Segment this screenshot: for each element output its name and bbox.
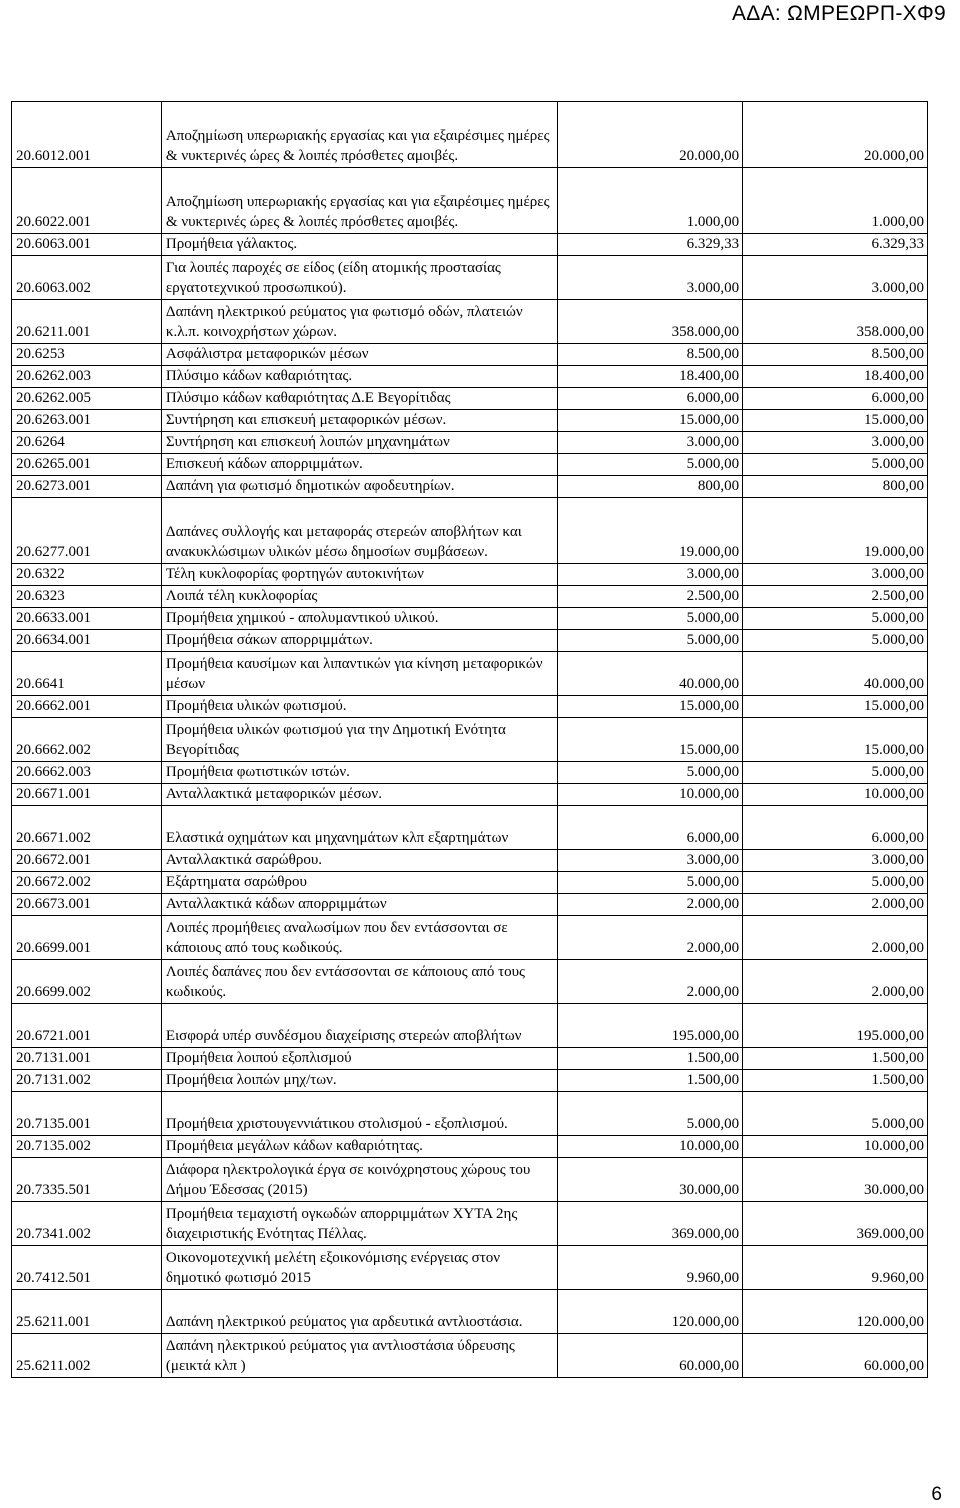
table-row xyxy=(12,256,928,300)
row-description: Προμήθεια γάλακτος. xyxy=(161,234,557,256)
row-description: Προμήθεια λοιπών μηχ/των. xyxy=(161,1070,557,1092)
row-code: 20.6633.001 xyxy=(12,608,162,630)
row-description: Προμήθεια χριστουγεννιάτικου στολισμού - εξοπλισμού. xyxy=(161,1092,557,1136)
row-code: 20.6671.002 xyxy=(12,806,162,850)
row-amount-1: 3.000,00 xyxy=(558,564,743,586)
row-amount-1: 5.000,00 xyxy=(558,872,743,894)
row-description: Προμήθεια χημικού - απολυμαντικού υλικού. xyxy=(161,608,557,630)
row-amount-2: 2.500,00 xyxy=(743,586,928,608)
row-amount-1: 369.000,00 xyxy=(558,1202,743,1246)
row-amount-2: 5.000,00 xyxy=(743,1092,928,1136)
row-amount-1: 18.400,00 xyxy=(558,366,743,388)
row-description: Εισφορά υπέρ συνδέσμου διαχείρισης στερεών αποβλήτων xyxy=(161,1004,557,1048)
page-number: 6 xyxy=(931,1484,942,1505)
row-code: 20.6322 xyxy=(12,564,162,586)
row-amount-1: 1.500,00 xyxy=(558,1048,743,1070)
row-amount-1: 5.000,00 xyxy=(558,454,743,476)
row-amount-1: 2.500,00 xyxy=(558,586,743,608)
row-amount-2: 120.000,00 xyxy=(743,1290,928,1334)
row-amount-2: 3.000,00 xyxy=(743,432,928,454)
row-description: Λοιπές προμήθειες αναλωσίμων που δεν εντάσσονται σε κάποιους από τους κωδικούς. xyxy=(161,916,557,960)
row-amount-1: 6.000,00 xyxy=(558,806,743,850)
row-amount-2: 5.000,00 xyxy=(743,454,928,476)
row-description: Πλύσιμο κάδων καθαριότητας Δ.Ε Βεγορίτιδας xyxy=(161,388,557,410)
row-amount-2: 5.000,00 xyxy=(743,608,928,630)
row-amount-1: 15.000,00 xyxy=(558,410,743,432)
table-row xyxy=(12,1202,928,1246)
table-row xyxy=(12,1246,928,1290)
row-amount-2: 5.000,00 xyxy=(743,762,928,784)
row-amount-1: 5.000,00 xyxy=(558,1092,743,1136)
row-code: 20.6253 xyxy=(12,344,162,366)
table-row xyxy=(12,630,928,652)
row-amount-1: 15.000,00 xyxy=(558,696,743,718)
row-description: Δαπάνη ηλεκτρικού ρεύματος για αντλιοστάσια ύδρευσης (μεικτά κλπ ) xyxy=(161,1334,557,1378)
row-amount-1: 1.500,00 xyxy=(558,1070,743,1092)
row-code: 20.6671.001 xyxy=(12,784,162,806)
row-amount-2: 5.000,00 xyxy=(743,872,928,894)
row-amount-1: 3.000,00 xyxy=(558,432,743,454)
row-amount-1: 3.000,00 xyxy=(558,256,743,300)
row-code: 20.7131.001 xyxy=(12,1048,162,1070)
row-amount-2: 3.000,00 xyxy=(743,850,928,872)
row-description: Προμήθεια υλικών φωτισμού. xyxy=(161,696,557,718)
row-amount-1: 3.000,00 xyxy=(558,850,743,872)
table-row xyxy=(12,696,928,718)
row-amount-1: 195.000,00 xyxy=(558,1004,743,1048)
row-amount-2: 9.960,00 xyxy=(743,1246,928,1290)
table-row xyxy=(12,388,928,410)
row-code: 20.7341.002 xyxy=(12,1202,162,1246)
table-row xyxy=(12,608,928,630)
row-description: Ανταλλακτικά σαρώθρου. xyxy=(161,850,557,872)
row-code: 20.6262.005 xyxy=(12,388,162,410)
row-code: 20.6264 xyxy=(12,432,162,454)
table-row xyxy=(12,366,928,388)
row-amount-2: 18.400,00 xyxy=(743,366,928,388)
row-code: 20.6265.001 xyxy=(12,454,162,476)
row-code: 20.6721.001 xyxy=(12,1004,162,1048)
row-description: Δαπάνη ηλεκτρικού ρεύματος για αρδευτικά αντλιοστάσια. xyxy=(161,1290,557,1334)
row-code: 20.6063.002 xyxy=(12,256,162,300)
row-description: Για λοιπές παροχές σε είδος (είδη ατομικής προστασίας εργατοτεχνικού προσωπικού). xyxy=(161,256,557,300)
row-amount-2: 10.000,00 xyxy=(743,784,928,806)
row-amount-1: 9.960,00 xyxy=(558,1246,743,1290)
table-row xyxy=(12,476,928,498)
table-row xyxy=(12,850,928,872)
row-description: Προμήθεια υλικών φωτισμού για την Δημοτική Ενότητα Βεγορίτιδας xyxy=(161,718,557,762)
row-amount-2: 2.000,00 xyxy=(743,960,928,1004)
row-code: 20.6662.001 xyxy=(12,696,162,718)
table-row xyxy=(12,1048,928,1070)
row-code: 20.6277.001 xyxy=(12,498,162,564)
table-row xyxy=(12,1158,928,1202)
row-amount-2: 1.500,00 xyxy=(743,1070,928,1092)
table-row xyxy=(12,1070,928,1092)
row-description: Ανταλλακτικά μεταφορικών μέσων. xyxy=(161,784,557,806)
table-row xyxy=(12,960,928,1004)
row-amount-1: 60.000,00 xyxy=(558,1334,743,1378)
row-code: 20.6063.001 xyxy=(12,234,162,256)
row-amount-1: 30.000,00 xyxy=(558,1158,743,1202)
row-amount-1: 2.000,00 xyxy=(558,894,743,916)
row-code: 20.7135.002 xyxy=(12,1136,162,1158)
row-amount-2: 15.000,00 xyxy=(743,696,928,718)
row-code: 20.6263.001 xyxy=(12,410,162,432)
row-code: 20.6012.001 xyxy=(12,102,162,168)
table-row xyxy=(12,234,928,256)
row-amount-2: 800,00 xyxy=(743,476,928,498)
row-code: 20.6211.001 xyxy=(12,300,162,344)
row-amount-1: 5.000,00 xyxy=(558,630,743,652)
row-code: 20.6262.003 xyxy=(12,366,162,388)
row-description: Προμήθεια καυσίμων και λιπαντικών για κίνηση μεταφορικών μέσων xyxy=(161,652,557,696)
row-code: 20.6323 xyxy=(12,586,162,608)
row-amount-2: 6.329,33 xyxy=(743,234,928,256)
row-amount-2: 15.000,00 xyxy=(743,410,928,432)
row-description: Λοιπά τέλη κυκλοφορίας xyxy=(161,586,557,608)
row-amount-2: 20.000,00 xyxy=(743,102,928,168)
row-amount-2: 30.000,00 xyxy=(743,1158,928,1202)
budget-table xyxy=(11,101,928,1378)
row-description: Αποζημίωση υπερωριακής εργασίας και για εξαιρέσιμες ημέρες & νυκτερινές ώρες & λοιπές πρόσθετες αμοιβές. xyxy=(161,168,557,234)
row-description: Συντήρηση και επισκευή μεταφορικών μέσων. xyxy=(161,410,557,432)
row-amount-2: 19.000,00 xyxy=(743,498,928,564)
row-code: 25.6211.002 xyxy=(12,1334,162,1378)
table-row xyxy=(12,1334,928,1378)
row-amount-2: 5.000,00 xyxy=(743,630,928,652)
row-amount-2: 40.000,00 xyxy=(743,652,928,696)
row-description: Συντήρηση και επισκευή λοιπών μηχανημάτων xyxy=(161,432,557,454)
row-amount-2: 1.500,00 xyxy=(743,1048,928,1070)
row-amount-2: 6.000,00 xyxy=(743,388,928,410)
row-code: 20.6662.003 xyxy=(12,762,162,784)
table-row xyxy=(12,872,928,894)
row-description: Δαπάνη για φωτισμό δημοτικών αφοδευτηρίων. xyxy=(161,476,557,498)
row-amount-2: 369.000,00 xyxy=(743,1202,928,1246)
row-description: Λοιπές δαπάνες που δεν εντάσσονται σε κάποιους από τους κωδικούς. xyxy=(161,960,557,1004)
row-code: 20.6673.001 xyxy=(12,894,162,916)
row-code: 20.7131.002 xyxy=(12,1070,162,1092)
row-code: 25.6211.001 xyxy=(12,1290,162,1334)
row-code: 20.7135.001 xyxy=(12,1092,162,1136)
table-row xyxy=(12,784,928,806)
row-code: 20.6699.002 xyxy=(12,960,162,1004)
row-amount-1: 15.000,00 xyxy=(558,718,743,762)
table-row xyxy=(12,1290,928,1334)
table-row xyxy=(12,344,928,366)
row-description: Ελαστικά οχημάτων και μηχανημάτων κλπ εξαρτημάτων xyxy=(161,806,557,850)
row-description: Εξάρτηματα σαρώθρου xyxy=(161,872,557,894)
table-row xyxy=(12,410,928,432)
row-description: Αποζημίωση υπερωριακής εργασίας και για εξαιρέσιμες ημέρες & νυκτερινές ώρες & λοιπές πρόσθετες αμοιβές. xyxy=(161,102,557,168)
row-description: Τέλη κυκλοφορίας φορτηγών αυτοκινήτων xyxy=(161,564,557,586)
budget-table-body xyxy=(12,102,928,1378)
row-code: 20.6634.001 xyxy=(12,630,162,652)
row-description: Προμήθεια τεμαχιστή ογκωδών απορριμμάτων ΧΥΤΑ 2ης διαχειριστικής Ενότητας Πέλλας. xyxy=(161,1202,557,1246)
row-amount-2: 195.000,00 xyxy=(743,1004,928,1048)
row-amount-2: 2.000,00 xyxy=(743,894,928,916)
row-amount-1: 1.000,00 xyxy=(558,168,743,234)
table-row xyxy=(12,300,928,344)
row-code: 20.6662.002 xyxy=(12,718,162,762)
row-description: Δαπάνες συλλογής και μεταφοράς στερεών αποβλήτων και ανακυκλώσιμων υλικών μέσω δημοσίων συμβάσεων. xyxy=(161,498,557,564)
row-code: 20.6699.001 xyxy=(12,916,162,960)
row-amount-2: 2.000,00 xyxy=(743,916,928,960)
row-amount-1: 5.000,00 xyxy=(558,608,743,630)
row-code: 20.6672.001 xyxy=(12,850,162,872)
table-row xyxy=(12,1092,928,1136)
table-row xyxy=(12,454,928,476)
table-row xyxy=(12,102,928,168)
row-amount-1: 20.000,00 xyxy=(558,102,743,168)
table-row xyxy=(12,718,928,762)
table-row xyxy=(12,432,928,454)
row-amount-1: 2.000,00 xyxy=(558,960,743,1004)
row-description: Προμήθεια σάκων απορριμμάτων. xyxy=(161,630,557,652)
row-description: Προμήθεια λοιπού εξοπλισμού xyxy=(161,1048,557,1070)
row-amount-2: 3.000,00 xyxy=(743,564,928,586)
row-amount-1: 6.000,00 xyxy=(558,388,743,410)
row-code: 20.6022.001 xyxy=(12,168,162,234)
table-row xyxy=(12,652,928,696)
row-description: Επισκευή κάδων απορριμμάτων. xyxy=(161,454,557,476)
table-row xyxy=(12,894,928,916)
table-row xyxy=(12,916,928,960)
row-amount-1: 19.000,00 xyxy=(558,498,743,564)
row-code: 20.7335.501 xyxy=(12,1158,162,1202)
row-description: Προμήθεια φωτιστικών ιστών. xyxy=(161,762,557,784)
ada-code: ΑΔΑ: ΩΜΡΕΩΡΠ-ΧΦ9 xyxy=(731,2,946,25)
row-description: Ανταλλακτικά κάδων απορριμμάτων xyxy=(161,894,557,916)
row-amount-2: 60.000,00 xyxy=(743,1334,928,1378)
row-description: Πλύσιμο κάδων καθαριότητας. xyxy=(161,366,557,388)
table-row xyxy=(12,586,928,608)
row-amount-2: 15.000,00 xyxy=(743,718,928,762)
row-amount-1: 8.500,00 xyxy=(558,344,743,366)
row-amount-2: 358.000,00 xyxy=(743,300,928,344)
row-amount-2: 1.000,00 xyxy=(743,168,928,234)
row-code: 20.6672.002 xyxy=(12,872,162,894)
row-amount-2: 10.000,00 xyxy=(743,1136,928,1158)
row-description: Διάφορα ηλεκτρολογικά έργα σε κοινόχρηστους χώρους του Δήμου Έδεσσας (2015) xyxy=(161,1158,557,1202)
row-code: 20.6273.001 xyxy=(12,476,162,498)
row-amount-1: 40.000,00 xyxy=(558,652,743,696)
row-amount-1: 800,00 xyxy=(558,476,743,498)
row-amount-2: 3.000,00 xyxy=(743,256,928,300)
table-row xyxy=(12,564,928,586)
row-amount-1: 10.000,00 xyxy=(558,784,743,806)
table-row xyxy=(12,1136,928,1158)
table-row xyxy=(12,168,928,234)
row-description: Δαπάνη ηλεκτρικού ρεύματος για φωτισμό οδών, πλατειών κ.λ.π. κοινοχρήστων χώρων. xyxy=(161,300,557,344)
row-amount-1: 5.000,00 xyxy=(558,762,743,784)
row-code: 20.6641 xyxy=(12,652,162,696)
row-description: Προμήθεια μεγάλων κάδων καθαριότητας. xyxy=(161,1136,557,1158)
row-code: 20.7412.501 xyxy=(12,1246,162,1290)
row-amount-2: 6.000,00 xyxy=(743,806,928,850)
table-row xyxy=(12,762,928,784)
row-description: Οικονομοτεχνική μελέτη εξοικονόμισης ενέργειας στον δημοτικό φωτισμό 2015 xyxy=(161,1246,557,1290)
row-description: Ασφάλιστρα μεταφορικών μέσων xyxy=(161,344,557,366)
row-amount-2: 8.500,00 xyxy=(743,344,928,366)
table-row xyxy=(12,1004,928,1048)
row-amount-1: 120.000,00 xyxy=(558,1290,743,1334)
row-amount-1: 10.000,00 xyxy=(558,1136,743,1158)
table-row xyxy=(12,806,928,850)
row-amount-1: 2.000,00 xyxy=(558,916,743,960)
row-amount-1: 358.000,00 xyxy=(558,300,743,344)
table-row xyxy=(12,498,928,564)
row-amount-1: 6.329,33 xyxy=(558,234,743,256)
